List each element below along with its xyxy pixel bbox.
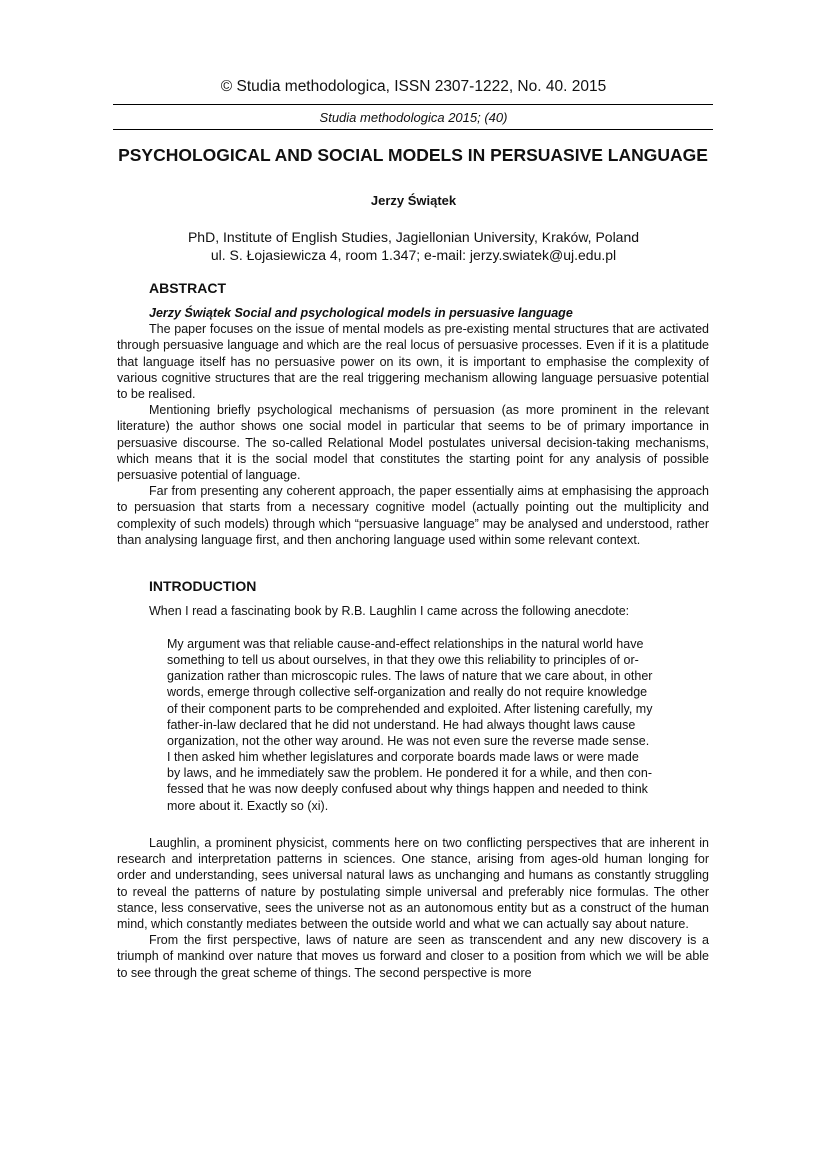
abstract-body	[117, 305, 709, 548]
abstract-paragraph: Far from presenting any coherent approach, the paper essentially aims at emphasising the approach to persuasion that starts from a necessary cognitive model (actually pointing out the multiplicity and complexity of such models) through which “persuasive language” may be analysed and understood, rather than analysing language first, and then anchoring language used within some relevant context.	[117, 484, 709, 547]
address-line: ul. S. Łojasiewicza 4, room 1.347; e-mail: jerzy.swiatek@uj.edu.pl	[210, 247, 617, 263]
affiliation-line: PhD, Institute of English Studies, Jagiellonian University, Kraków, Poland	[187, 229, 640, 245]
quote-line: something to tell us about ourselves, in that they owe this reliability to principles of or-	[167, 653, 639, 668]
quote-line: ganization rather than microscopic rules. The laws of nature that we care about, in other	[167, 669, 653, 684]
introduction-body	[117, 835, 709, 981]
quote-line: by laws, and he immediately saw the problem. He pondered it for a while, and then con-	[167, 766, 652, 781]
abstract-paragraph: The paper focuses on the issue of mental models as pre-existing mental structures that are activated through persuasive language and which are the real locus of persuasive processes. Even if it is a platitude that language itself has no persuasive power on its own, it is important to emphasise the complexity of various cognitive structures that are the real triggering mechanism allowing language persuasive potential to be realised.	[117, 322, 709, 402]
article-author: Jerzy Świątek	[370, 193, 457, 208]
author-affiliation	[0, 228, 827, 264]
introduction-sentence: When I read a fascinating book by R.B. Laughlin I came across the following anecdote:	[149, 604, 630, 618]
quote-line: fessed that he was now deeply confused about why things happen and needed to think	[167, 782, 648, 797]
body-paragraph: Laughlin, a prominent physicist, comments here on two conflicting perspectives that are inherent in research and interpretation patterns in sciences. One stance, arising from ages-old human longing for order and understanding, sees universal natural laws as unchanging and humans as constantly struggling to reveal the patterns of nature by postulating simple universal and preferably nice formulas. The other stance, less conservative, sees the universe not as an autonomous entity but as a construct of the human mind, which constantly mediates between the outside world and what we can actually say about nature.	[117, 836, 709, 932]
abstract-lead: Jerzy Świątek Social and psychological models in persuasive language	[149, 306, 573, 320]
quote-line: more about it. Exactly so (xi).	[167, 798, 329, 813]
quote-line: My argument was that reliable cause-and-effect relationships in the natural world have	[167, 637, 644, 651]
abstract-paragraph: Mentioning briefly psychological mechanisms of persuasion (as more prominent in the relevant literature) the author shows one social model in particular that seems to be of primary importance in persuasive discourse. The so-called Relational Model postulates universal decision-taking mechanisms, which means that it is the social model that constitutes the starting point for any analysis of possible persuasive potential of language.	[117, 403, 709, 483]
quote-line: father-in-law declared that he did not understand. He had always thought laws cause	[167, 717, 636, 732]
block-quote	[167, 636, 712, 814]
introduction-heading: INTRODUCTION	[149, 578, 257, 594]
article-title: PSYCHOLOGICAL AND SOCIAL MODELS IN PERSUASIVE LANGUAGE	[118, 145, 708, 165]
quote-line: I then asked him whether legislatures and corporate boards made laws or were made	[167, 750, 639, 765]
quote-line: words, emerge through collective self-organization and really do not require knowledge	[167, 685, 648, 700]
header-rule-bottom	[113, 129, 713, 130]
header-rule-top	[113, 104, 713, 105]
abstract-heading: ABSTRACT	[149, 280, 226, 296]
issue-line: Studia methodologica 2015; (40)	[319, 110, 508, 125]
quote-line: organization, not the other way around. He was not even sure the reverse made sense.	[167, 733, 650, 748]
journal-header: © Studia methodologica, ISSN 2307-1222, No. 40. 2015	[220, 78, 607, 95]
body-paragraph: From the first perspective, laws of nature are seen as transcendent and any new discovery is a triumph of mankind over nature that moves us forward and closer to a position from which we will be able to see through the great scheme of things. The second perspective is more	[117, 933, 709, 980]
quote-line: of their component parts to be comprehended and exploited. After listening carefully, my	[167, 701, 653, 716]
